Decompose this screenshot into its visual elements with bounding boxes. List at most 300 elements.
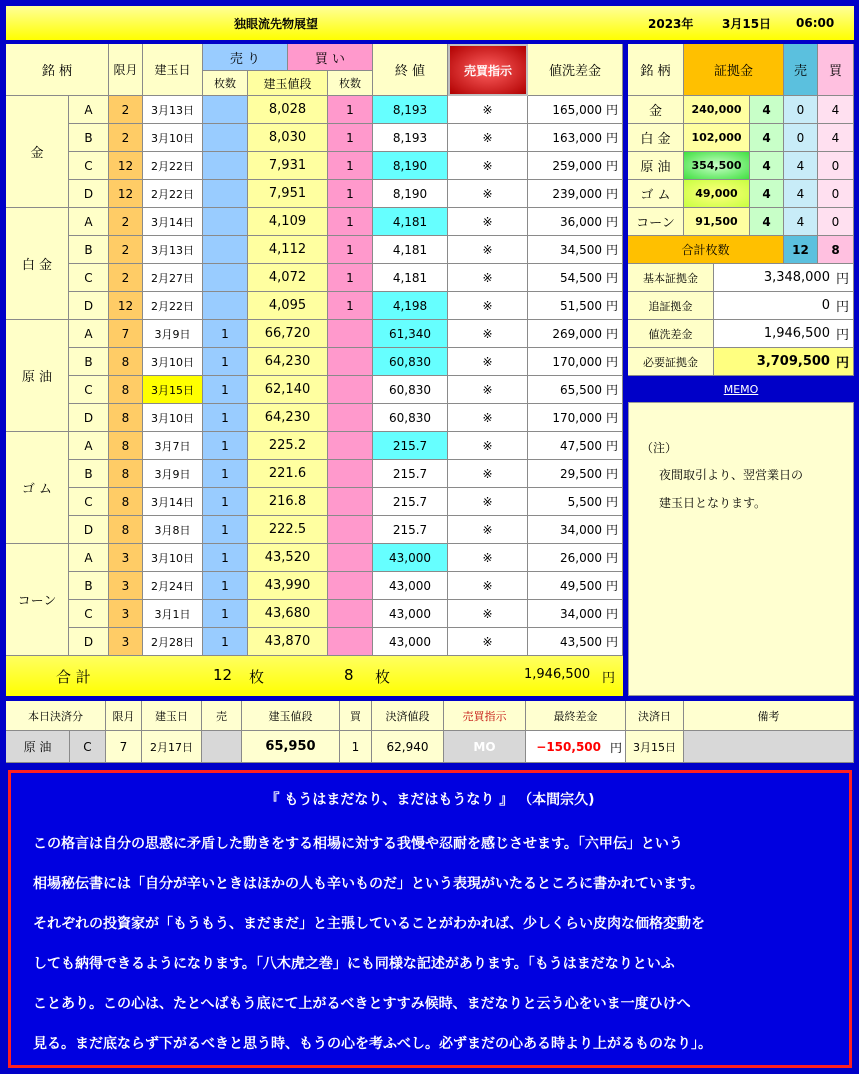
close-price: 43,000 (373, 572, 448, 600)
contract-month: 2 (109, 96, 143, 124)
contract-month: 3 (109, 628, 143, 656)
summary-label: 基本証拠金 (628, 264, 714, 292)
margin-commodity: 白 金 (628, 124, 684, 152)
margin-total-buy: 8 (818, 236, 854, 264)
settlement-table (6, 701, 854, 763)
entry-price: 64,230 (248, 348, 328, 376)
order-instruction[interactable]: ※ (448, 460, 528, 488)
mark-to-market-diff (528, 460, 623, 488)
sell-qty (203, 208, 248, 236)
buy-qty (328, 544, 373, 572)
sell-qty: 1 (203, 600, 248, 628)
order-instruction-button[interactable]: 売買指示 (448, 44, 528, 96)
diff-value: 47,500 (559, 438, 602, 453)
memo-line-2: 建玉日となります。 (659, 496, 767, 510)
entry-price: 8,028 (248, 96, 328, 124)
settlement-header: 売買指示 (444, 701, 526, 731)
entry-date: 3月9日 (143, 320, 203, 348)
order-instruction[interactable]: ※ (448, 432, 528, 460)
summary-amount: 0 (821, 298, 830, 313)
entry-date: 2月27日 (143, 264, 203, 292)
buy-qty: 1 (328, 264, 373, 292)
col-gengetsu: 限月 (109, 44, 143, 96)
entry-date: 3月10日 (143, 124, 203, 152)
mark-to-market-diff (528, 572, 623, 600)
mark-to-market-diff (528, 264, 623, 292)
entry-price: 4,072 (248, 264, 328, 292)
col-kai: 買 い (288, 44, 373, 71)
buy-qty (328, 488, 373, 516)
settlement-settle-date: 3月15日 (626, 731, 684, 763)
settlement-sub: C (70, 731, 106, 763)
diff-value: 34,000 (559, 606, 602, 621)
sell-qty (203, 152, 248, 180)
diff-value: 170,000 (552, 354, 602, 369)
yen-unit: 円 (605, 607, 618, 621)
contract-sub: D (69, 628, 109, 656)
contract-month: 8 (109, 376, 143, 404)
diff-value: 29,500 (559, 466, 602, 481)
mark-to-market-diff (528, 544, 623, 572)
header-year: 2023年 (648, 16, 694, 31)
margin-qty: 4 (750, 96, 784, 124)
order-instruction[interactable]: ※ (448, 152, 528, 180)
mark-to-market-diff (528, 404, 623, 432)
buy-qty (328, 516, 373, 544)
entry-price: 7,951 (248, 180, 328, 208)
contract-month: 7 (109, 320, 143, 348)
total-label: 合 計 (56, 668, 91, 686)
margin-commodity: 金 (628, 96, 684, 124)
contract-sub: C (69, 152, 109, 180)
sell-qty: 1 (203, 488, 248, 516)
proverb-line: それぞれの投資家が「もうもう、まだまだ」と主張していることがわかれば、少しくらい皮肉な価格変動を (33, 916, 705, 932)
buy-qty (328, 348, 373, 376)
yen-unit: 円 (605, 271, 618, 285)
close-price: 4,181 (373, 208, 448, 236)
yen-unit: 円 (605, 243, 618, 257)
settlement-header: 限月 (106, 701, 142, 731)
summary-value (714, 292, 854, 320)
entry-price: 4,109 (248, 208, 328, 236)
entry-price: 221.6 (248, 460, 328, 488)
diff-value: 54,500 (559, 270, 602, 285)
sell-qty: 1 (203, 348, 248, 376)
mark-to-market-diff (528, 488, 623, 516)
diff-value: 49,500 (559, 578, 602, 593)
contract-month: 8 (109, 460, 143, 488)
close-price: 60,830 (373, 348, 448, 376)
buy-qty: 1 (328, 180, 373, 208)
diff-value: 65,500 (559, 382, 602, 397)
buy-qty: 1 (328, 208, 373, 236)
yen-unit: 円 (605, 495, 618, 509)
entry-date: 3月8日 (143, 516, 203, 544)
commodity-name: 原 油 (6, 320, 69, 432)
entry-date: 2月22日 (143, 292, 203, 320)
settlement-buy: 1 (340, 731, 372, 763)
entry-date: 3月9日 (143, 460, 203, 488)
mark-to-market-diff (528, 180, 623, 208)
margin-commodity: ゴ ム (628, 180, 684, 208)
margin-sell: 4 (784, 152, 818, 180)
settlement-header: 買 (340, 701, 372, 731)
yen-unit: 円 (605, 635, 618, 649)
buy-qty (328, 404, 373, 432)
buy-qty: 1 (328, 152, 373, 180)
order-instruction[interactable]: ※ (448, 488, 528, 516)
entry-date: 3月13日 (143, 236, 203, 264)
settlement-name: 原 油 (6, 731, 70, 763)
settlement-final: −150,500 (526, 731, 626, 763)
mark-to-market-diff (528, 152, 623, 180)
sell-qty: 1 (203, 404, 248, 432)
contract-month: 12 (109, 152, 143, 180)
diff-value: 26,000 (559, 550, 602, 565)
header-time: 06:00 (796, 16, 835, 30)
margin-commodity: コーン (628, 208, 684, 236)
mark-to-market-diff (528, 600, 623, 628)
order-instruction[interactable]: ※ (448, 544, 528, 572)
order-instruction[interactable]: ※ (448, 208, 528, 236)
close-price: 60,830 (373, 376, 448, 404)
order-instruction[interactable]: ※ (448, 348, 528, 376)
sell-qty (203, 96, 248, 124)
entry-price: 4,112 (248, 236, 328, 264)
summary-amount: 1,946,500 (763, 326, 830, 341)
contract-sub: B (69, 572, 109, 600)
summary-label: 追証拠金 (628, 292, 714, 320)
yen-unit: 円 (605, 103, 618, 117)
entry-price: 43,520 (248, 544, 328, 572)
contract-sub: A (69, 320, 109, 348)
margin-total-sell: 12 (784, 236, 818, 264)
yen-unit: 円 (605, 383, 618, 397)
close-price: 8,193 (373, 96, 448, 124)
yen-unit: 円 (605, 523, 618, 537)
mark-to-market-diff (528, 236, 623, 264)
entry-price: 66,720 (248, 320, 328, 348)
yen-unit: 円 (605, 355, 618, 369)
margin-amount: 240,000 (684, 96, 750, 124)
entry-price: 225.2 (248, 432, 328, 460)
total-row (6, 656, 623, 696)
contract-sub: D (69, 404, 109, 432)
margin-sell: 4 (784, 208, 818, 236)
sell-qty: 1 (203, 460, 248, 488)
margin-qty: 4 (750, 124, 784, 152)
proverb-line: 見る。まだ底ならず下がるべきと思う時、もうの心を考ふべし。必ずまだの心ある時より上がるものなり」。 (33, 1036, 712, 1052)
buy-qty (328, 432, 373, 460)
order-instruction[interactable]: ※ (448, 236, 528, 264)
header-date: 3月15日 (722, 16, 772, 31)
mark-to-market-diff (528, 208, 623, 236)
close-price: 4,181 (373, 236, 448, 264)
contract-sub: B (69, 236, 109, 264)
positions-table (6, 44, 623, 696)
diff-value: 36,000 (559, 214, 602, 229)
buy-qty (328, 600, 373, 628)
settlement-month: 7 (106, 731, 142, 763)
contract-sub: D (69, 292, 109, 320)
col-tatebi: 建玉日 (143, 44, 203, 96)
mark-to-market-diff (528, 628, 623, 656)
sell-qty: 1 (203, 572, 248, 600)
contract-sub: A (69, 208, 109, 236)
mark-to-market-diff (528, 376, 623, 404)
yen-unit: 円 (605, 327, 618, 341)
margin-amount: 354,500 (684, 152, 750, 180)
diff-value: 5,500 (567, 494, 602, 509)
buy-qty: 1 (328, 96, 373, 124)
margin-amount: 102,000 (684, 124, 750, 152)
order-instruction[interactable]: ※ (448, 516, 528, 544)
margin-qty: 4 (750, 180, 784, 208)
margin-col-shoko: 証拠金 (684, 44, 784, 96)
settlement-header: 決済値段 (372, 701, 444, 731)
proverb-title: 『 もうはまだなり、まだはもうなり 』 （本間宗久) (265, 792, 595, 808)
col-sell-qty: 枚数 (203, 71, 248, 96)
entry-date: 2月22日 (143, 152, 203, 180)
margin-amount: 91,500 (684, 208, 750, 236)
contract-month: 8 (109, 348, 143, 376)
diff-value: 34,000 (559, 522, 602, 537)
mark-to-market-diff (528, 348, 623, 376)
proverb-line: しても納得できるようになります。「八木虎之巻」にも同様な記述があります。「もうはまだなりといふ (33, 956, 675, 972)
close-price: 61,340 (373, 320, 448, 348)
commodity-name: 白 金 (6, 208, 69, 320)
contract-sub: D (69, 516, 109, 544)
settlement-settle-price: 62,940 (372, 731, 444, 763)
sell-qty (203, 292, 248, 320)
entry-price: 43,680 (248, 600, 328, 628)
order-instruction[interactable]: ※ (448, 376, 528, 404)
summary-amount: 3,348,000 (763, 270, 830, 285)
yen-unit: 円 (610, 741, 623, 755)
col-uri: 売 り (203, 44, 288, 71)
yen-unit: 円 (605, 551, 618, 565)
total-diff: 1,946,500 (524, 667, 591, 682)
margin-buy: 0 (818, 152, 854, 180)
contract-month: 3 (109, 600, 143, 628)
yen-unit: 円 (605, 187, 618, 201)
order-instruction[interactable]: ※ (448, 124, 528, 152)
close-price: 215.7 (373, 488, 448, 516)
contract-sub: B (69, 460, 109, 488)
col-owarine: 終 値 (373, 44, 448, 96)
entry-price: 64,230 (248, 404, 328, 432)
contract-sub: B (69, 348, 109, 376)
contract-month: 8 (109, 516, 143, 544)
margin-panel (628, 44, 854, 376)
yen-unit: 円 (835, 272, 849, 287)
entry-price: 222.5 (248, 516, 328, 544)
total-diff-yen: 円 (602, 671, 616, 686)
sell-qty: 1 (203, 628, 248, 656)
margin-qty: 4 (750, 208, 784, 236)
yen-unit: 円 (835, 328, 849, 343)
memo-line-1: 夜間取引より、翌営業日の (659, 468, 804, 482)
mark-to-market-diff (528, 292, 623, 320)
mark-to-market-diff (528, 124, 623, 152)
col-diff: 値洗差金 (528, 44, 623, 96)
summary-value (714, 264, 854, 292)
settlement-header: 備考 (684, 701, 854, 731)
contract-month: 8 (109, 404, 143, 432)
order-instruction[interactable]: ※ (448, 292, 528, 320)
order-instruction[interactable]: ※ (448, 264, 528, 292)
contract-sub: A (69, 432, 109, 460)
contract-sub: A (69, 96, 109, 124)
close-price: 4,181 (373, 264, 448, 292)
contract-month: 12 (109, 292, 143, 320)
margin-amount: 49,000 (684, 180, 750, 208)
buy-qty (328, 572, 373, 600)
commodity-name: ゴ ム (6, 432, 69, 544)
commodity-name: 金 (6, 96, 69, 208)
contract-month: 2 (109, 236, 143, 264)
diff-value: 165,000 (552, 102, 602, 117)
buy-qty (328, 460, 373, 488)
margin-buy: 0 (818, 208, 854, 236)
total-sell-unit: 枚 (249, 668, 265, 686)
yen-unit: 円 (835, 300, 849, 315)
diff-value: 259,000 (552, 158, 602, 173)
order-instruction[interactable]: ※ (448, 320, 528, 348)
sell-qty (203, 264, 248, 292)
contract-month: 2 (109, 124, 143, 152)
close-price: 215.7 (373, 432, 448, 460)
contract-month: 2 (109, 208, 143, 236)
entry-price: 8,030 (248, 124, 328, 152)
settlement-header: 最終差金 (526, 701, 626, 731)
close-price: 8,193 (373, 124, 448, 152)
buy-qty: 1 (328, 292, 373, 320)
margin-qty: 4 (750, 152, 784, 180)
header-bar (6, 6, 854, 40)
diff-value: 239,000 (552, 186, 602, 201)
sell-qty: 1 (203, 320, 248, 348)
contract-month: 2 (109, 264, 143, 292)
contract-month: 8 (109, 488, 143, 516)
yen-unit: 円 (605, 131, 618, 145)
entry-date: 3月15日 (143, 376, 203, 404)
entry-price: 43,990 (248, 572, 328, 600)
proverb-box (8, 770, 852, 1068)
yen-unit: 円 (605, 579, 618, 593)
buy-qty (328, 320, 373, 348)
mark-to-market-diff (528, 432, 623, 460)
settlement-header: 建玉値段 (242, 701, 340, 731)
settlement-header: 建玉日 (142, 701, 202, 731)
entry-date: 2月24日 (143, 572, 203, 600)
order-instruction[interactable]: ※ (448, 96, 528, 124)
diff-value: 51,500 (559, 298, 602, 313)
buy-qty: 1 (328, 236, 373, 264)
settlement-date: 2月17日 (142, 731, 202, 763)
entry-date: 3月10日 (143, 404, 203, 432)
contract-month: 8 (109, 432, 143, 460)
sell-qty: 1 (203, 544, 248, 572)
entry-date: 3月10日 (143, 544, 203, 572)
settlement-order[interactable]: MO (444, 731, 526, 763)
proverb-line: この格言は自分の思惑に矛盾した動きをする相場に対する我慢や忍耐を感じさせます。「六甲伝」という (33, 836, 683, 852)
total-buy-unit: 枚 (375, 668, 391, 686)
order-instruction[interactable]: ※ (448, 180, 528, 208)
entry-price: 216.8 (248, 488, 328, 516)
diff-value: 43,500 (559, 634, 602, 649)
contract-sub: D (69, 180, 109, 208)
settlement-sell (202, 731, 242, 763)
buy-qty: 1 (328, 124, 373, 152)
close-price: 4,198 (373, 292, 448, 320)
page-title: 独眼流先物展望 (234, 16, 319, 31)
yen-unit: 円 (605, 299, 618, 313)
col-meigara: 銘 柄 (6, 44, 109, 96)
diff-value: 269,000 (552, 326, 602, 341)
margin-col-uri: 売 (784, 44, 818, 96)
margin-buy: 4 (818, 96, 854, 124)
buy-qty (328, 628, 373, 656)
mark-to-market-diff (528, 96, 623, 124)
settlement-header: 決済日 (626, 701, 684, 731)
contract-sub: B (69, 124, 109, 152)
summary-value (714, 320, 854, 348)
margin-sell: 0 (784, 124, 818, 152)
entry-date: 3月14日 (143, 208, 203, 236)
entry-date: 3月10日 (143, 348, 203, 376)
sell-qty: 1 (203, 376, 248, 404)
margin-sell: 0 (784, 96, 818, 124)
entry-price: 43,870 (248, 628, 328, 656)
summary-label: 値洗差金 (628, 320, 714, 348)
margin-commodity: 原 油 (628, 152, 684, 180)
settlement-price: 65,950 (242, 731, 340, 763)
contract-month: 12 (109, 180, 143, 208)
close-price: 43,000 (373, 628, 448, 656)
diff-value: 34,500 (559, 242, 602, 257)
contract-sub: C (69, 376, 109, 404)
entry-date: 2月28日 (143, 628, 203, 656)
total-sell: 12 (213, 666, 233, 684)
close-price: 8,190 (373, 180, 448, 208)
yen-unit: 円 (605, 215, 618, 229)
mark-to-market-diff (528, 320, 623, 348)
close-price: 43,000 (373, 600, 448, 628)
yen-unit: 円 (605, 411, 618, 425)
memo-link[interactable]: MEMO (723, 382, 759, 396)
diff-value: 163,000 (552, 130, 602, 145)
order-instruction[interactable]: ※ (448, 572, 528, 600)
sell-qty (203, 124, 248, 152)
order-instruction[interactable]: ※ (448, 628, 528, 656)
contract-sub: C (69, 600, 109, 628)
contract-month: 3 (109, 544, 143, 572)
order-instruction[interactable]: ※ (448, 404, 528, 432)
summary-value (714, 348, 854, 376)
sell-qty (203, 236, 248, 264)
order-instruction[interactable]: ※ (448, 600, 528, 628)
summary-label: 必要証拠金 (628, 348, 714, 376)
commodity-name: コーン (6, 544, 69, 656)
sell-qty: 1 (203, 432, 248, 460)
sell-qty (203, 180, 248, 208)
margin-buy: 0 (818, 180, 854, 208)
margin-total-label: 合計枚数 (628, 236, 784, 264)
close-price: 215.7 (373, 516, 448, 544)
col-tategyoku: 建玉値段 (248, 71, 328, 96)
mark-to-market-diff (528, 516, 623, 544)
